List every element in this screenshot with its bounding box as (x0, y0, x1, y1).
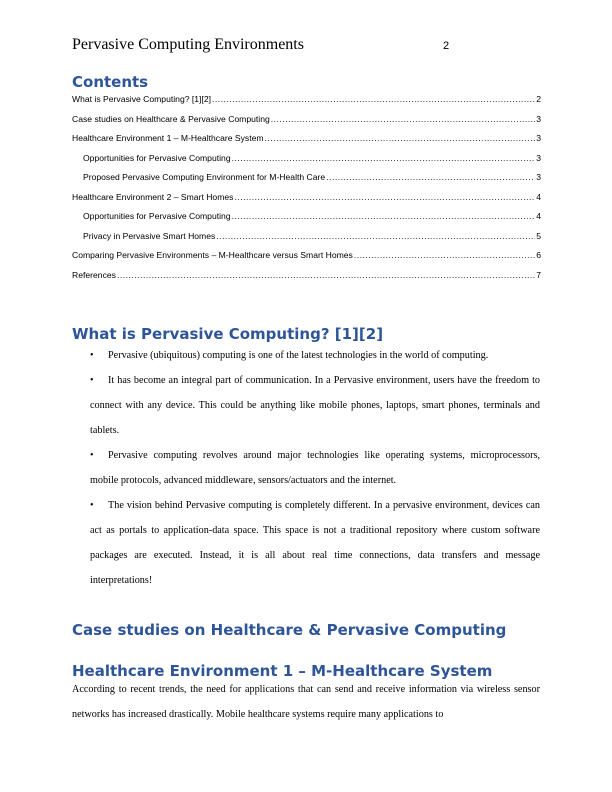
bullet-list (90, 343, 540, 593)
toc-entry-page: 3 (536, 152, 541, 163)
toc-leader-dots (212, 94, 535, 104)
toc-entry-text: Healthcare Environment 1 – M-Healthcare System (72, 133, 264, 143)
bullet-text: The vision behind Pervasive computing is completely different. In a pervasive environment, devices can act as portals to application-data space. This space is not a traditional repository where custom software packages are executed. Instead, it is all about real time connections, data transfers and message interpretations! (90, 500, 540, 586)
page-number: 2 (443, 40, 450, 52)
toc-entry[interactable] (72, 94, 541, 114)
toc-entry[interactable] (72, 172, 541, 192)
toc-entry-page: 3 (536, 133, 541, 143)
bullet-icon (90, 493, 108, 518)
toc-entry-page: 2 (536, 94, 541, 104)
section-heading-case-studies: Case studies on Healthcare & Pervasive Computing (72, 621, 507, 639)
bullet-text: It has become an integral part of communication. In a Pervasive environment, users have the freedom to connect with any device. This could be anything like mobile phones, laptops, smart phones, terminals and tablets. (90, 375, 540, 436)
toc-leader-dots (354, 250, 535, 260)
toc-entry-page: 3 (536, 113, 541, 124)
bullet-item (90, 493, 540, 593)
toc-entry-text: Privacy in Pervasive Smart Homes (83, 230, 216, 241)
toc-leader-dots (271, 114, 535, 124)
toc-entry-text: Opportunities for Pervasive Computing (83, 211, 231, 221)
toc-entry-page: 4 (536, 191, 541, 202)
toc-entry[interactable] (72, 133, 541, 153)
toc-entry-page: 6 (536, 250, 541, 260)
toc-entry-text: References (72, 269, 116, 280)
toc-entry[interactable] (72, 153, 541, 173)
toc-leader-dots (232, 153, 536, 163)
toc-entry-page: 5 (536, 230, 541, 241)
toc-entry-page: 7 (536, 269, 541, 280)
bullet-item (90, 443, 540, 493)
toc-entry[interactable] (72, 270, 541, 290)
toc-entry[interactable] (72, 114, 541, 134)
toc-leader-dots (216, 231, 535, 241)
toc-entry-text: Comparing Pervasive Environments – M-Healthcare versus Smart Homes (72, 250, 353, 260)
bullet-text: Pervasive computing revolves around major technologies like operating systems, microprocessors, mobile protocols, advanced middleware, sensors/actuators and the internet. (90, 450, 540, 486)
toc-leader-dots (232, 211, 536, 221)
toc-entry-text: Proposed Pervasive Computing Environment for M-Health Care (83, 172, 326, 182)
bullet-icon (90, 343, 108, 368)
toc-entry-text: Healthcare Environment 2 – Smart Homes (72, 191, 234, 202)
toc-leader-dots (326, 172, 535, 182)
toc-entry[interactable] (72, 211, 541, 231)
toc-entry-text: What is Pervasive Computing? [1][2] (72, 94, 211, 104)
toc-entry[interactable] (72, 192, 541, 212)
header-title: Pervasive Computing Environments (72, 36, 304, 53)
toc-heading: Contents (72, 73, 149, 91)
toc-entry[interactable] (72, 250, 541, 270)
toc-entry-text: Opportunities for Pervasive Computing (83, 152, 231, 163)
toc-leader-dots (234, 192, 535, 202)
bullet-icon (90, 443, 108, 468)
section-heading-m-healthcare: Healthcare Environment 1 – M-Healthcare System (72, 662, 493, 680)
toc-entry[interactable] (72, 231, 541, 251)
toc-entry-page: 3 (536, 172, 541, 182)
section-heading-what-is-pervasive: What is Pervasive Computing? [1][2] (72, 325, 384, 343)
table-of-contents (72, 94, 541, 289)
bullet-icon (90, 368, 108, 393)
toc-leader-dots (265, 133, 536, 143)
bullet-item (90, 343, 540, 368)
toc-leader-dots (117, 270, 535, 280)
body-paragraph: According to recent trends, the need for applications that can send and receive information via wireless sensor networks has increased drastically. Mobile healthcare systems require many applications to (72, 684, 540, 720)
toc-entry-page: 4 (536, 211, 541, 221)
bullet-item (90, 368, 540, 443)
toc-entry-text: Case studies on Healthcare & Pervasive Computing (72, 113, 270, 124)
bullet-text: Pervasive (ubiquitous) computing is one of the latest technologies in the world of computing. (108, 350, 489, 361)
